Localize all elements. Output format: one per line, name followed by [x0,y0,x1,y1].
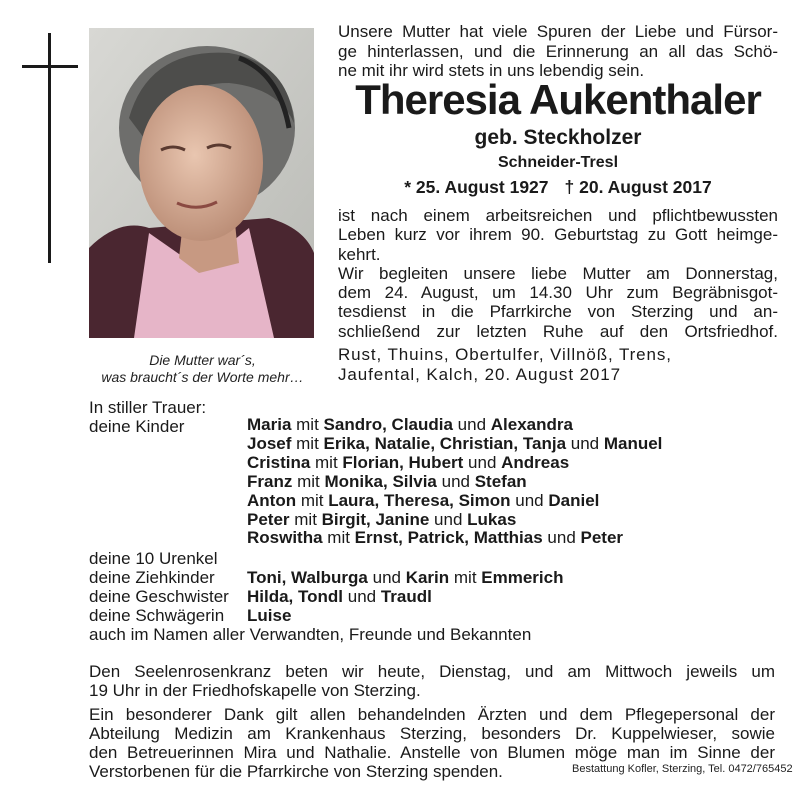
places-line: Jaufental, Kalch, 20. August 2017 [338,365,621,384]
life-dates [338,176,778,198]
maiden-name: geb. Steckholzer [474,126,642,149]
intro-line: ge hinterlassen, und die Erinnerung an all das Schö- [338,41,778,61]
birth-date: * 25. August 1927 [404,177,549,197]
portrait-photo [89,28,314,338]
thanks-line: Verstorbenen für die Pfarrkirche von Sterzing spenden. [89,762,503,781]
announcement-line: dem 24. August, um 14.30 Uhr zum Begräbnisgot- [338,283,778,303]
house-name: Schneider-Tresl [497,154,619,171]
announcement-line: tesdienst in die Pfarrkirche von Sterzing und an- [338,302,778,322]
list-item: Peter mit Birgit, Janine und Lukas [247,509,517,529]
rosary-line: 19 Uhr in der Friedhofskapelle von Sterzing. [89,681,421,700]
foster-label: deine Ziehkinder [89,568,215,587]
rosary-notice [89,662,775,700]
announcement-line: ist nach einem arbeitsreichen und pflichtbewussten [338,206,778,225]
sister-in-law-name: Luise [247,606,292,625]
announcement-line: schließend zur letzten Ruhe auf den Ortsfriedhof. [338,321,778,341]
deceased-name: Theresia Aukenthaler [355,76,761,123]
cross-icon-bar [22,65,78,68]
children-list [247,416,662,548]
thanks-line: den Betreuerinnen Mira und Nathalie. Anstelle von Blumen möge man im Sinne der [89,743,775,762]
children-label: deine Kinder [89,417,185,436]
list-item: Franz mit Monika, Silvia und Stefan [247,471,527,491]
foster-names: Toni, Walburga und Karin mit Emmerich [247,568,564,587]
intro-line: Unsere Mutter hat viele Spuren der Liebe und Fürsor- [338,22,778,41]
sister-in-law-label: deine Schwägerin [89,606,225,625]
announcement-line: Wir begleiten unsere liebe Mutter am Donnerstag, [338,263,778,283]
places-date [338,345,778,385]
siblings-label: deine Geschwister [89,587,229,606]
death-date: † 20. August 2017 [564,177,712,197]
list-item: Anton mit Laura, Theresa, Simon und Daniel [247,490,600,510]
list-item: Roswitha mit Ernst, Patrick, Matthias und Peter [247,528,624,548]
list-item: Josef mit Erika, Natalie, Christian, Tanja und Manuel [247,433,663,453]
siblings-names: Hilda, Tondl und Traudl [247,587,432,606]
caption-line: was braucht´s der Worte mehr… [101,369,304,385]
undertaker-credit: Bestattung Kofler, Sterzing, Tel. 0472/765452 [572,763,793,775]
caption-line: Die Mutter war´s, [149,352,256,368]
rosary-line: Den Seelenrosenkranz beten wir heute, Dienstag, und am Mittwoch jeweils um [89,662,775,681]
thanks-line: Abteilung Medizin am Krankenhaus Sterzing, besonders Dr. Kuppelwieser, sowie [89,724,775,743]
intro-line: ne mit ihr wird stets in uns lebendig sein. [338,61,645,80]
list-item: Cristina mit Florian, Hubert und Andreas [247,452,570,472]
list-item: Maria mit Sandro, Claudia und Alexandra [247,415,573,434]
intro-verse [338,22,778,81]
others-line: auch im Namen aller Verwandten, Freunde und Bekannten [89,625,532,644]
announcement-line: kehrt. [338,244,381,264]
photo-caption [95,352,310,386]
announcement-text [338,206,778,341]
great-grandchildren: deine 10 Urenkel [89,549,218,568]
thanks-line: Ein besonderer Dank gilt allen behandelnden Ärzten und dem Pflegepersonal der [89,705,775,724]
mourners-heading [89,398,206,436]
announcement-line: Leben kurz vor ihrem 90. Geburtstag zu Gott heimge- [338,225,778,245]
places-line: Rust, Thuins, Obertulfer, Villnöß, Trens, [338,345,672,364]
mourning-heading: In stiller Trauer: [89,398,207,417]
